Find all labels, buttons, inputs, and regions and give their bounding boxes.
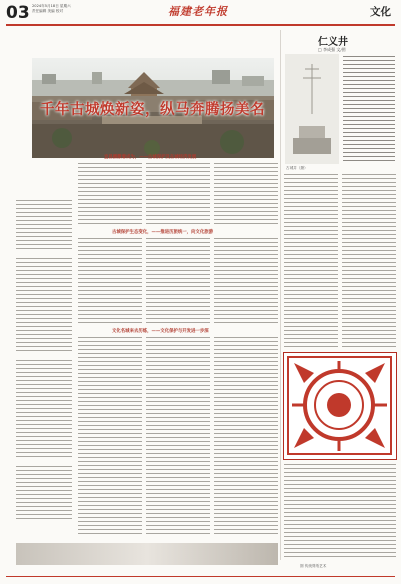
newspaper-logo: 福建老年报 bbox=[168, 5, 228, 18]
page-footer bbox=[0, 574, 401, 584]
issue-meta bbox=[32, 4, 112, 14]
left-column-text bbox=[16, 360, 72, 460]
bottom-photo-strip bbox=[16, 543, 278, 565]
papercut-artwork bbox=[283, 352, 397, 460]
left-column-text bbox=[16, 466, 72, 522]
masthead bbox=[0, 0, 401, 30]
subhead-2: 古城保护生态变化，——推进历旅统一，向文化旅游 bbox=[112, 230, 213, 235]
column-byline: □ 李成强 文/图 bbox=[318, 47, 346, 52]
body-text-col1 bbox=[78, 238, 142, 324]
body-text-col3 bbox=[214, 337, 278, 537]
body-text-col2 bbox=[146, 337, 210, 537]
subhead-1: 宜昌播撒着成为，——古城保护及在城经济发展 bbox=[104, 155, 197, 160]
old-well-image bbox=[285, 54, 339, 164]
body-text-col3 bbox=[214, 163, 278, 225]
body-text-col2 bbox=[146, 163, 210, 225]
column-text-right bbox=[342, 174, 396, 350]
body-text-col2 bbox=[146, 238, 210, 324]
well-photo-caption: 古城井（摄） bbox=[286, 166, 308, 170]
body-text-col1 bbox=[78, 163, 142, 225]
papercut-pattern-image bbox=[284, 353, 395, 458]
body-text-col1 bbox=[78, 337, 142, 537]
papercut-caption: 图 传统剪纸艺术 bbox=[300, 564, 327, 568]
masthead-rule bbox=[6, 24, 395, 26]
lead-headline: 千年古城焕新姿，纵马奔腾扬美名 bbox=[40, 101, 265, 118]
column-text-bottom bbox=[284, 464, 396, 558]
body-text-col3 bbox=[214, 238, 278, 324]
column-divider bbox=[280, 30, 281, 560]
section-name: 文化 bbox=[370, 6, 391, 18]
column-text-left bbox=[284, 174, 338, 350]
subhead-3: 文化名城来去历练，——文化保护与开发进一步深 bbox=[112, 329, 209, 334]
column-text-top bbox=[343, 56, 395, 164]
column-title: 仁义井 bbox=[318, 37, 348, 48]
well-photo bbox=[285, 54, 339, 164]
intro-text-block bbox=[16, 200, 72, 252]
left-column-text bbox=[16, 258, 72, 354]
page-number: 03 bbox=[6, 3, 30, 23]
issue-editors: 责任编辑 美编 校对 bbox=[32, 9, 64, 13]
footer-rule bbox=[6, 576, 395, 577]
issue-date: 2024年5月18日 星期六 bbox=[32, 4, 71, 8]
